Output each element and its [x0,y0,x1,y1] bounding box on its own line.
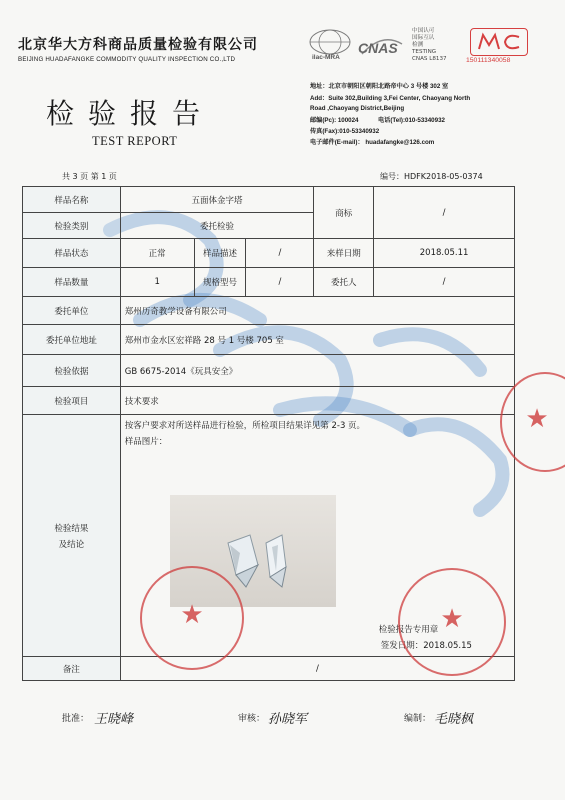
arrival-date-value: 2018.05.11 [374,239,515,268]
editor-label: 编制： [404,714,432,724]
client-value: / [374,268,515,297]
row-sample-state [23,239,515,268]
cnas-logo [356,30,408,64]
row-client-unit [23,297,515,325]
trademark-label: 商标 [314,187,374,239]
address-tel: 电话(Tel):010-53340932 [378,117,445,124]
seal-star-icon: ★ [525,404,549,434]
result-text: 按客户要求对所送样品进行检验，所检项目结果详见第 2-3 页。 [124,421,366,431]
quantity-label: 样品数量 [23,268,121,297]
basis-value: GB 6675-2014《玩具安全》 [120,355,514,387]
client-address-value: 郑州市金水区宏祥路 28 号 1 号楼 705 室 [120,325,514,355]
test-type-label: 检验类别 [23,213,121,239]
sample-desc-label: 样品描述 [194,239,246,268]
sample-desc-value: / [246,239,314,268]
client-label: 委托人 [314,268,374,297]
model-value: / [246,268,314,297]
cnas-text: CNAS [358,40,398,56]
report-serial-number: 编号：HDFK2018-05-0374 [380,172,483,181]
client-unit-value: 郑州历奇教学设备有限公司 [120,297,514,325]
ilac-mra-logo [306,28,354,68]
client-unit-label: 委托单位 [23,297,121,325]
cma-logo [464,28,540,68]
report-title-cn: 检验报告 [46,97,215,130]
quantity-value: 1 [120,268,194,297]
company-name-cn: 北京华大方科商品质量检验有限公司 [18,37,258,53]
arrival-date-label: 来样日期 [314,239,374,268]
seal-star-icon: ★ [180,600,204,630]
model-label: 规格型号 [194,268,246,297]
ilac-mra-text: ilac-MRA [312,54,340,61]
sample-state-value: 正常 [120,239,194,268]
cnas-number: CNAS L8137 [412,56,447,62]
remarks-value: / [120,657,514,681]
address-en-line1: Add：Suite 302,Building 3,Fei Center, Chaoyang North [310,95,471,102]
report-title-en: TEST REPORT [92,134,178,148]
cnas-cn-line1: 中国认可 [412,28,435,34]
row-quantity [23,268,515,297]
page-count: 共 3 页 第 1 页 [62,172,117,181]
approve-label: 批准： [62,714,90,724]
seal-star-icon: ★ [440,604,464,634]
review-label: 审核： [238,714,266,724]
company-name-en: BEIJING HUADAFANGKE COMMODITY QUALITY INSPECTION CO.,LTD [18,56,236,63]
result-label-line1: 检验结果 [54,523,89,534]
cnas-cn-line3: 检测 [412,42,424,48]
issue-date: 签发日期：2018.05.15 [380,641,472,651]
remarks-label: 备注 [23,657,121,681]
items-value: 技术要求 [120,387,514,415]
cma-code: 150111340058 [466,57,511,64]
address-cn: 地址：北京市朝阳区朝阳北路帝中心 3 号楼 302 室 [310,83,449,90]
sample-name-value: 五面体金字塔 [120,187,314,213]
basis-label: 检验依据 [23,355,121,387]
sample-photo-label: 样品图片： [124,437,168,447]
cma-mark-box [470,28,528,56]
approve-signature: 王晓峰 [94,712,134,727]
address-email: 电子邮件(E-mail)： huadafangke@126.com [310,139,435,146]
address-postcode: 邮编(Pc): 100024 [310,117,359,124]
cnas-info [412,28,447,63]
result-label [23,415,121,657]
cnas-testing: TESTING [412,49,437,55]
sample-name-label: 样品名称 [23,187,121,213]
items-label: 检验项目 [23,387,121,415]
review-signature: 孙晓军 [268,712,308,727]
trademark-value: / [374,187,515,239]
address-fax: 传真(Fax):010-53340932 [310,128,380,135]
row-items [23,387,515,415]
row-sample-name [23,187,515,213]
test-type-value: 委托检验 [120,213,314,239]
report-seal-text: 检验报告专用章 [378,625,439,635]
address-en-line2: Road ,Chaoyang District,Beijing [310,105,405,112]
editor-signature: 毛晓枫 [434,712,474,727]
cnas-cn-line2: 国际互认 [412,35,435,41]
company-seal-right [398,568,506,676]
row-basis [23,355,515,387]
sample-state-label: 样品状态 [23,239,121,268]
row-client-address [23,325,515,355]
company-seal-left [140,566,244,670]
result-label-line2: 及结论 [58,539,85,550]
client-address-label: 委托单位地址 [23,325,121,355]
